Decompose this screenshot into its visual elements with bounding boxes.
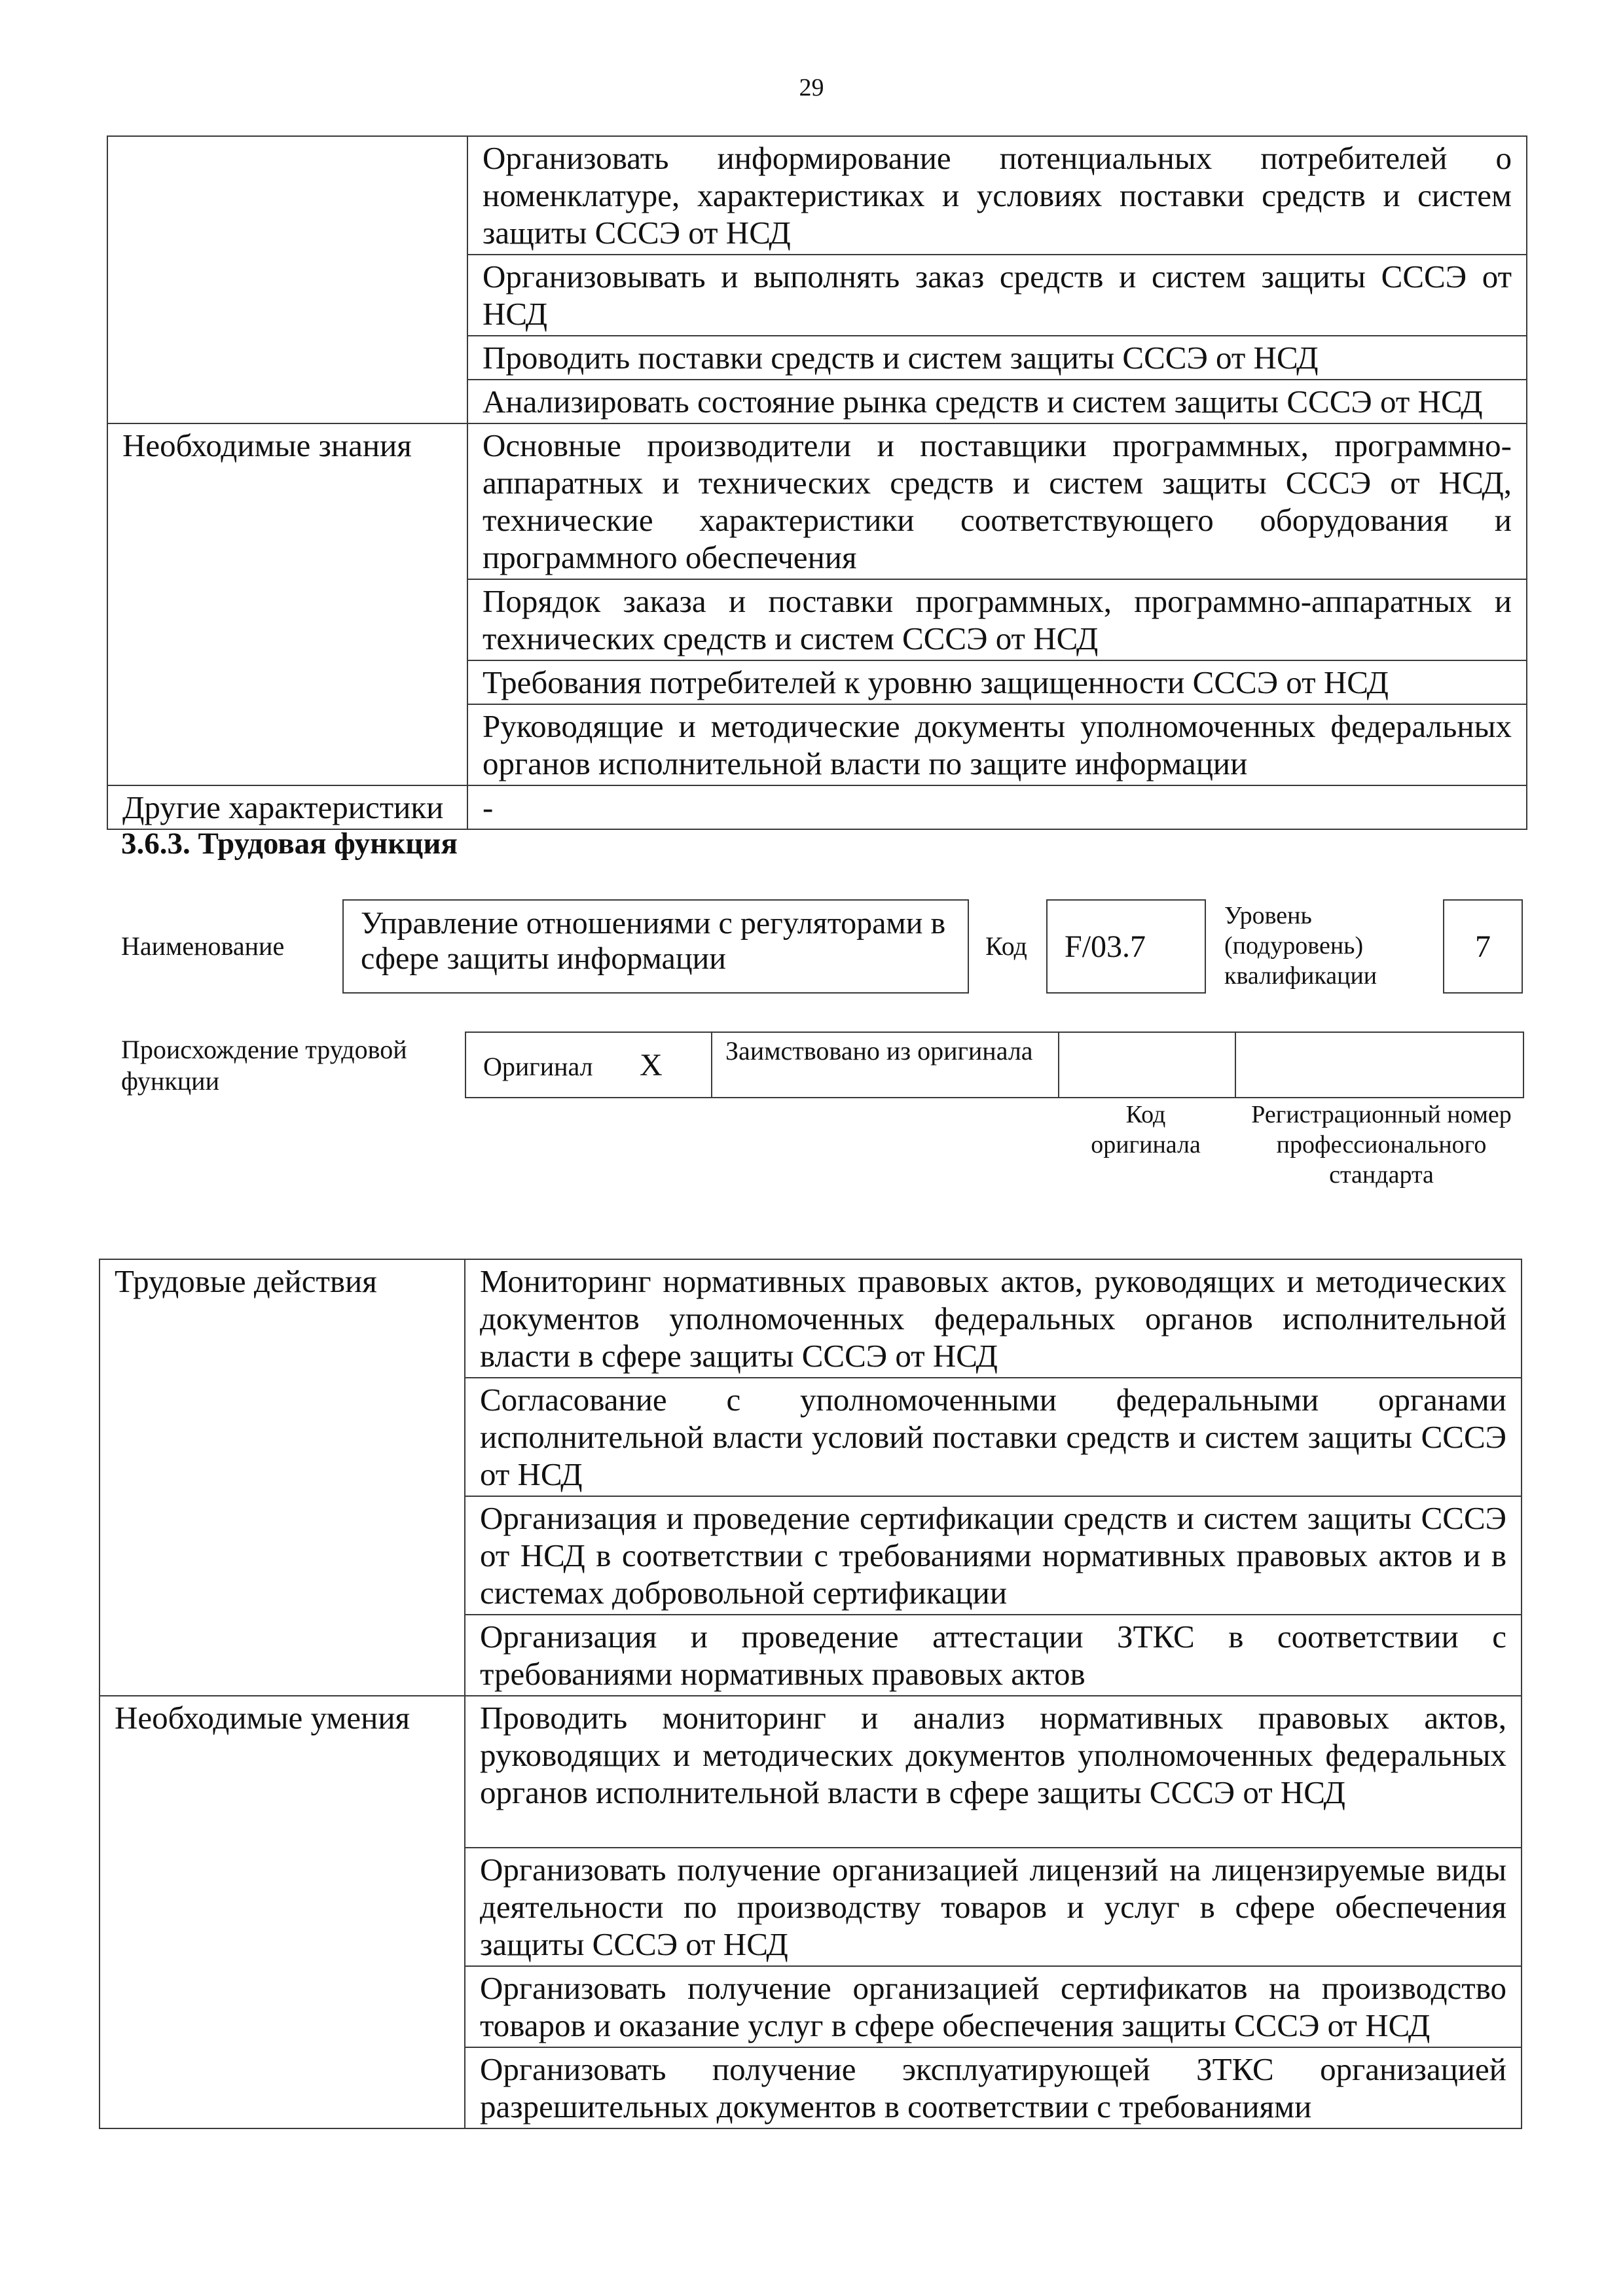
table-row-label [107,136,467,423]
origin-label: Происхождение трудовой функции [121,1035,407,1096]
function-code-box [1046,899,1206,994]
original-mark: X [640,1048,663,1083]
table-cell: Организовывать и выполнять заказ средств и систем защиты СССЭ от НСД [467,255,1527,336]
actions-skills-table [99,1259,1522,2129]
table-cell: Требования потребителей к уровню защищенности СССЭ от НСД [467,660,1527,704]
origin-table [465,1031,1524,1098]
table-cell: Организация и проведение сертификации средств и систем защиты СССЭ от НСД в соответствии с требованиями нормативных правовых актов и в системах добровольной сертификации [465,1496,1522,1615]
name-label: Наименование [121,931,285,961]
origin-code-cell [1059,1032,1235,1098]
level-label: Уровень (подуровень) квалификации [1224,902,1377,990]
table-cell: Основные производители и поставщики программных, программно-аппаратных и технических средств и систем защиты СССЭ от НСД, технические характеристики соответствующего оборудования и программного обеспечения [467,423,1527,579]
origin-reg-cell [1235,1032,1523,1098]
table-row-label: Необходимые умения [100,1696,465,2128]
table-cell: Руководящие и методические документы уполномоченных федеральных органов исполнительной власти по защите информации [467,704,1527,785]
function-name-value: Управление отношениями с регуляторами в сфере защиты информации [361,906,946,976]
origin-original-cell [465,1032,712,1098]
level-box [1443,899,1523,994]
table-cell: Проводить поставки средств и систем защиты СССЭ от НСД [467,336,1527,380]
table-cell: Анализировать состояние рынка средств и систем защиты СССЭ от НСД [467,380,1527,423]
borrowed-label: Заимствовано из оригинала [725,1036,1033,1066]
section-heading: 3.6.3. Трудовая функция [121,827,458,861]
table-row-label: Трудовые действия [100,1259,465,1696]
table-cell: Порядок заказа и поставки программных, программно-аппаратных и технических средств и систем СССЭ от НСД [467,579,1527,660]
skills-knowledge-table [107,135,1527,830]
origin-borrowed-cell [712,1032,1059,1098]
table-cell: Согласование с уполномоченными федеральными органами исполнительной власти условий поставки средств и систем защиты СССЭ от НСД [465,1378,1522,1496]
table-cell: - [467,785,1527,829]
original-label: Оригинал [483,1052,593,1081]
page-number: 29 [799,74,824,101]
code-caption: Код оригинала [1091,1101,1201,1158]
table-row-label: Другие характеристики [107,785,467,829]
function-code-value: F/03.7 [1065,929,1146,964]
table-row-label: Необходимые знания [107,423,467,785]
table-cell: Проводить мониторинг и анализ нормативных правовых актов, руководящих и методических документов уполномоченных федеральных органов исполнительной власти в сфере защиты СССЭ от НСД [465,1696,1522,1848]
table-cell: Мониторинг нормативных правовых актов, руководящих и методических документов уполномоченных федеральных органов исполнительной власти в сфере защиты СССЭ от НСД [465,1259,1522,1378]
function-name-box [342,899,969,994]
reg-caption: Регистрационный номер профессионального стандарта [1251,1101,1512,1189]
table-cell: Организовать получение организацией лицензий на лицензируемые виды деятельности по производству товаров и услуг в сфере обеспечения защиты СССЭ от НСД [465,1848,1522,1966]
table-cell: Организовать получение организацией сертификатов на производство товаров и оказание услуг в сфере обеспечения защиты СССЭ от НСД [465,1966,1522,2047]
level-value: 7 [1475,929,1491,964]
table-cell: Организовать получение эксплуатирующей ЗТКС организацией разрешительных документов в соответствии с требованиями [465,2047,1522,2128]
table-cell: Организация и проведение аттестации ЗТКС в соответствии с требованиями нормативных правовых актов [465,1615,1522,1696]
table-cell: Организовать информирование потенциальных потребителей о номенклатуре, характеристиках и условиях поставки средств и систем защиты СССЭ от НСД [467,136,1527,255]
code-label: Код [985,931,1027,961]
